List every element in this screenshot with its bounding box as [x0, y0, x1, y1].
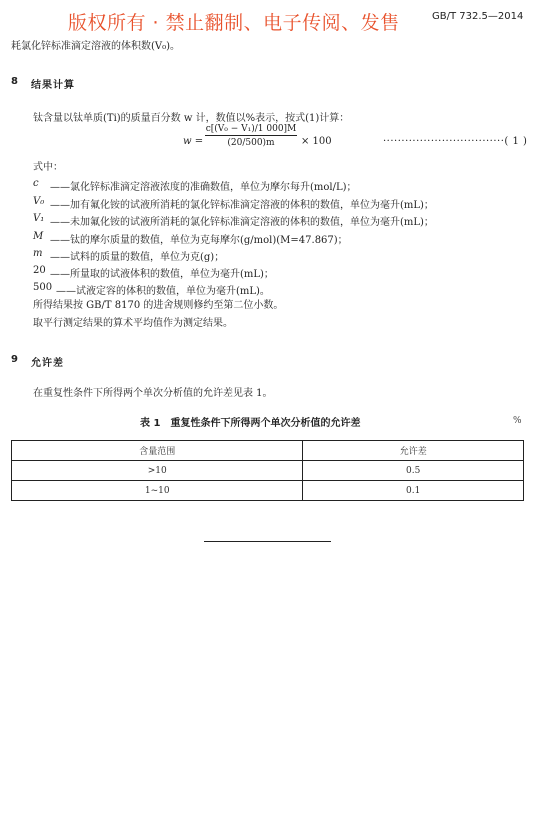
definition-text: ——试液定容的体积的数值，单位为毫升(mL)。	[56, 286, 270, 297]
tolerance-table	[11, 440, 524, 501]
definition-text: ——试料的质量的数值，单位为克(g)；	[50, 252, 225, 263]
table-cell: >10	[12, 461, 303, 481]
definition-symbol: M	[33, 231, 44, 242]
formula-denominator: (20/500)m	[227, 138, 275, 148]
definition-symbol: c	[33, 178, 39, 189]
definition-item	[0, 213, 535, 227]
definition-symbol: V₁	[33, 213, 45, 224]
formula-numerator: c[(V₀ − V₁)/1 000]M	[205, 124, 297, 134]
average-note: 取平行测定结果的算术平均值作为测定结果。	[33, 318, 233, 329]
definition-symbol: m	[33, 248, 43, 259]
table-cell: 0.1	[303, 481, 524, 501]
table-unit: %	[513, 416, 522, 426]
copyright-watermark: 版权所有 · 禁止翻制、电子传阅、发售	[68, 12, 400, 34]
section-9-number: 9	[11, 354, 18, 365]
definition-item	[0, 265, 535, 279]
table-cell: 1~10	[12, 481, 303, 501]
section-8-number: 8	[11, 76, 18, 87]
section-8-paragraph: 钛含量以钛单质(Ti)的质量百分数 w 计，数值以%表示，按式(1)计算：	[33, 113, 350, 124]
table-row	[12, 461, 524, 481]
definition-symbol: 500	[33, 282, 53, 293]
definition-symbol: 20	[33, 265, 46, 276]
table-cell: 0.5	[303, 461, 524, 481]
table-header-cell: 含量范围	[12, 441, 303, 461]
equation-number: ·································( 1 )	[383, 136, 528, 147]
table-row	[12, 481, 524, 501]
definition-text: ——氯化锌标准滴定溶液浓度的准确数值，单位为摩尔每升(mol/L)；	[50, 182, 357, 193]
section-9-paragraph: 在重复性条件下所得两个单次分析值的允许差见表 1。	[33, 388, 273, 399]
definition-item	[0, 178, 535, 192]
definition-text: ——所量取的试液体积的数值，单位为毫升(mL)；	[50, 269, 274, 280]
definition-text: ——加有氟化铵的试液所消耗的氯化锌标准滴定溶液的体积的数值，单位为毫升(mL)；	[50, 200, 434, 211]
end-of-document-rule	[204, 541, 331, 542]
where-label: 式中：	[33, 162, 63, 173]
definition-item	[0, 231, 535, 245]
definition-item	[0, 196, 535, 210]
formula-multiplier: × 100	[301, 136, 332, 147]
table-header-row	[12, 441, 524, 461]
rounding-note: 所得结果按 GB/T 8170 的进舍规则修约至第二位小数。	[33, 300, 284, 311]
section-8-title: 结果计算	[31, 80, 75, 91]
definition-text: ——钛的摩尔质量的数值，单位为克每摩尔(g/mol)(M=47.867)；	[50, 235, 348, 246]
table-header-cell: 允许差	[303, 441, 524, 461]
definition-text: ——未加氟化铵的试液所消耗的氯化锌标准滴定溶液的体积的数值，单位为毫升(mL)；	[50, 217, 434, 228]
formula-fraction	[205, 124, 297, 148]
definition-item	[0, 248, 535, 262]
intro-line: 耗氯化锌标准滴定溶液的体积数(V₀)。	[11, 41, 181, 52]
standard-code: GB/T 732.5—2014	[432, 11, 524, 22]
definition-symbol: V₀	[33, 196, 45, 207]
formula-lhs: w =	[183, 136, 204, 147]
table-caption: 表 1 重复性条件下所得两个单次分析值的允许差	[140, 418, 361, 429]
formula-1	[177, 124, 528, 156]
section-9-title: 允许差	[31, 358, 64, 369]
definition-item	[0, 282, 535, 296]
